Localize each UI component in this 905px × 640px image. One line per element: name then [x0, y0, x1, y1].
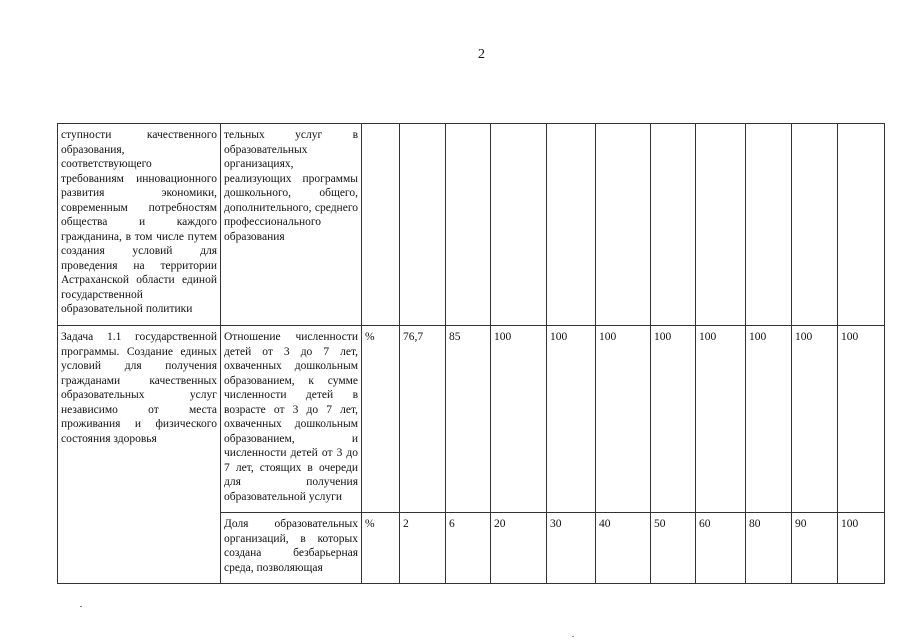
value-cell: 6 — [446, 513, 491, 584]
page-number: 2 — [478, 47, 485, 62]
value-cell: 30 — [547, 513, 596, 584]
table-row — [58, 326, 885, 513]
value-cell — [792, 124, 838, 326]
unit-cell — [362, 124, 400, 326]
scan-speck — [80, 606, 82, 607]
value-cell: 85 — [446, 326, 491, 513]
unit-cell: % — [362, 326, 400, 513]
value-cell — [446, 124, 491, 326]
value-cell: 2 — [400, 513, 446, 584]
unit-cell: % — [362, 513, 400, 584]
goal-cell: ступности качественного образования, соответствующего требованиям инновационного развития экономики, современным потребностям общества и каждого гражданина, в том числе путем создания условий для проведения на территории Астраханской области единой государственной образовательной политики — [58, 124, 221, 326]
value-cell: 100 — [838, 513, 885, 584]
value-cell — [838, 124, 885, 326]
value-cell: 100 — [547, 326, 596, 513]
value-cell: 20 — [491, 513, 547, 584]
value-cell — [696, 124, 746, 326]
value-cell: 100 — [596, 326, 651, 513]
value-cell: 60 — [696, 513, 746, 584]
value-cell: 90 — [792, 513, 838, 584]
value-cell — [400, 124, 446, 326]
value-cell: 100 — [651, 326, 696, 513]
indicator-cell: Отношение численности детей от 3 до 7 лет, охваченных дошкольным образованием, к сумме численности детей в возрасте от 3 до 7 лет, охваченных дошкольным образованием, и численности детей от 3 до 7 лет, стоящих в очереди для получения образовательной услуги — [221, 326, 362, 513]
value-cell: 100 — [746, 326, 792, 513]
value-cell: 100 — [792, 326, 838, 513]
value-cell — [651, 124, 696, 326]
value-cell: 80 — [746, 513, 792, 584]
indicator-text: Доля образовательных организаций, в которых создана безбарьерная среда, позволяющая — [224, 518, 358, 574]
value-cell — [746, 124, 792, 326]
value-cell: 50 — [651, 513, 696, 584]
value-cell — [491, 124, 547, 326]
value-cell: 100 — [838, 326, 885, 513]
value-cell: 100 — [696, 326, 746, 513]
value-cell: 40 — [596, 513, 651, 584]
value-cell — [547, 124, 596, 326]
indicators-table — [57, 123, 885, 584]
goal-cell: Задача 1.1 государственной программы. Создание единых условий для получения гражданами качественных образовательных услуг независимо от места проживания и физического состояния здоровья — [58, 326, 221, 584]
scan-speck — [572, 636, 574, 637]
indicator-cell: тельных услуг в образовательных организациях, реализующих программы дошкольного, общего, дополнительного, среднего профессионального образования — [221, 124, 362, 326]
value-cell: 76,7 — [400, 326, 446, 513]
indicator-cell — [221, 513, 362, 584]
value-cell — [596, 124, 651, 326]
value-cell: 100 — [491, 326, 547, 513]
table-row — [58, 124, 885, 326]
